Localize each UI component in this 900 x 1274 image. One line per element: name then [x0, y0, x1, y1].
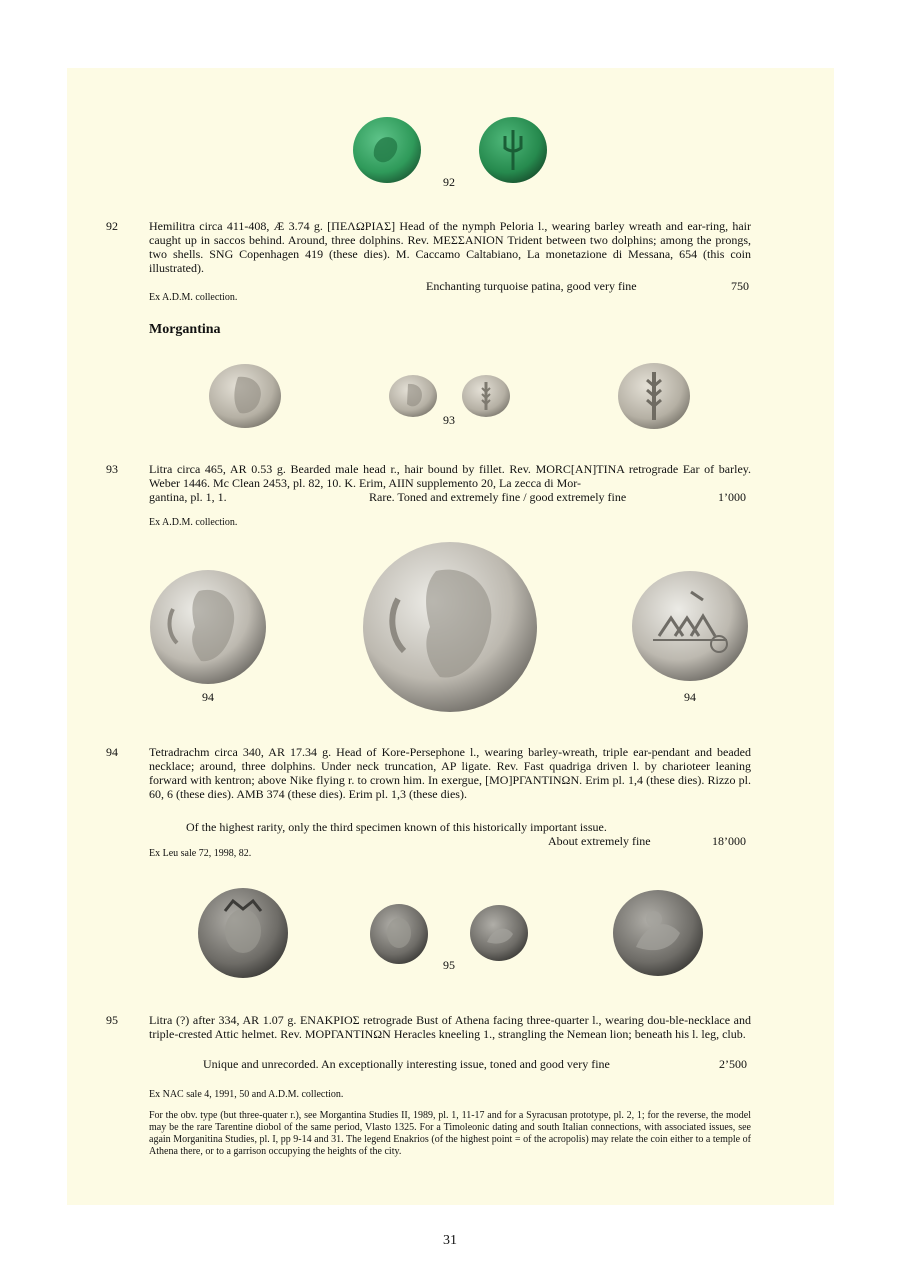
lot-94-provenance: Ex Leu sale 72, 1998, 82.: [149, 848, 252, 859]
lot-93-number: 93: [106, 462, 118, 476]
lot-94-number: 94: [106, 745, 118, 759]
lot-93-grade: Rare. Toned and extremely fine / good extremely fine: [369, 490, 627, 504]
lot-93-provenance: Ex A.D.M. collection.: [149, 517, 238, 528]
lot-93-estimate: 1’000: [718, 490, 746, 504]
coin-95-reverse-enlarged: [612, 889, 704, 977]
lot-93-image-caption: 93: [443, 413, 455, 427]
coin-94-obverse: [149, 569, 267, 685]
lot-93-description: Litra circa 465, AR 0.53 g. Bearded male head r., hair bound by fillet. Rev. MORC[AN]TINA retrograde Ear of barley. Weber 1446. Mc Clean 2453, pl. 82, 10. K. Erim, AIIN supplemento 20, La zecca di Mor-: [149, 462, 751, 490]
coin-93-reverse-enlarged: [617, 362, 691, 430]
coin-93-obverse-enlarged: [208, 363, 282, 429]
coin-92-obverse: [352, 116, 422, 184]
lot-92-number: 92: [106, 219, 118, 233]
lot-95-grade: Unique and unrecorded. An exceptionally interesting issue, toned and good very fine: [203, 1057, 610, 1071]
coin-95-reverse: [469, 904, 530, 962]
section-heading: Morgantina: [149, 322, 221, 337]
coin-95-obverse: [369, 903, 429, 965]
lot-94-remark: Of the highest rarity, only the third specimen known of this historically important issue.: [186, 820, 607, 834]
lot-94-image-caption-right: 94: [684, 690, 696, 704]
lot-95-estimate: 2’500: [719, 1057, 747, 1071]
lot-94-description: Tetradrachm circa 340, AR 17.34 g. Head of Kore-Persephone l., wearing barley-wreath, triple ear-pendant and beaded necklace; around, three dolphins. Under neck truncation, AP ligate. Rev. Fast quadriga driven l. by charioteer leaning forward with kentron; above Nike flying r. to crown him. In exergue, [ΜΟ]ΡΓΑΝΤΙΝΩΝ. Erim pl. 1,4 (these dies). Rizzo pl. 60, 6 (these dies). AMB 374 (these dies). Erim pl. 1,3 (these dies).: [149, 745, 751, 801]
coin-94-obverse-enlarged: [362, 541, 538, 713]
lot-95-image-caption: 95: [443, 958, 455, 972]
lot-93-description-last-line: gantina, pl. 1, 1.: [149, 490, 227, 504]
lot-92-provenance: Ex A.D.M. collection.: [149, 292, 238, 303]
lot-92-grade: Enchanting turquoise patina, good very fine: [426, 279, 637, 293]
lot-94-grade: About extremely fine: [548, 834, 651, 848]
page-number: 31: [443, 1233, 457, 1248]
coin-92-reverse: [478, 116, 548, 184]
coin-94-reverse: [631, 570, 749, 682]
lot-94-estimate: 18’000: [712, 834, 746, 848]
coin-95-obverse-enlarged: [197, 887, 289, 979]
lot-92-image-caption: 92: [443, 175, 455, 189]
lot-95-description: Litra (?) after 334, AR 1.07 g. ΕΝΑΚΡΙΟΣ retrograde Bust of Athena facing three-quarter l., wearing dou-ble-necklace and triple-crested Attic helmet. Rev. ΜΟΡΓΑΝΤΙΝΩΝ Heracles kneeling 1., strangling the Nemean lion; beneath his l. leg, club.: [149, 1013, 751, 1041]
coin-93-reverse: [461, 374, 511, 418]
lot-95-provenance: Ex NAC sale 4, 1991, 50 and A.D.M. collection.: [149, 1089, 344, 1100]
lot-92-estimate: 750: [731, 279, 749, 293]
coin-93-obverse: [388, 374, 438, 418]
lot-92-description: Hemilitra circa 411-408, Æ 3.74 g. [ΠΕΛΩΡΙΑΣ] Head of the nymph Peloria l., wearing barley wreath and ear-ring, hair caught up in saccos behind. Around, three dolphins. Rev. ΜΕΣΣΑΝΙΟΝ Trident between two dolphins; among the prongs, two shells. SNG Copenhagen 419 (these dies). M. Caccamo Caltabiano, La monetazione di Messana, 654 (this coin illustrated).: [149, 219, 751, 275]
lot-95-number: 95: [106, 1013, 118, 1027]
lot-95-commentary: For the obv. type (but three-quater r.), see Morgantina Studies II, 1989, pl. 1, 11-17 and for a Syracusan prototype, pl. 2, 1; for the reverse, the model may be the rare Tarentine diobol of the same period, Vlasto 1325. For a Timoleonic dating and south Italian connections, with associated issues, see again Morganitina Studies, pl. I, pp 9-14 and 31. The legend Enakrios (of the highest point = of the acropolis) may relate the coin either to a temple of Athena there, or to a garrison occupying the heights of the city.: [149, 1110, 751, 1157]
lot-94-image-caption-left: 94: [202, 690, 214, 704]
